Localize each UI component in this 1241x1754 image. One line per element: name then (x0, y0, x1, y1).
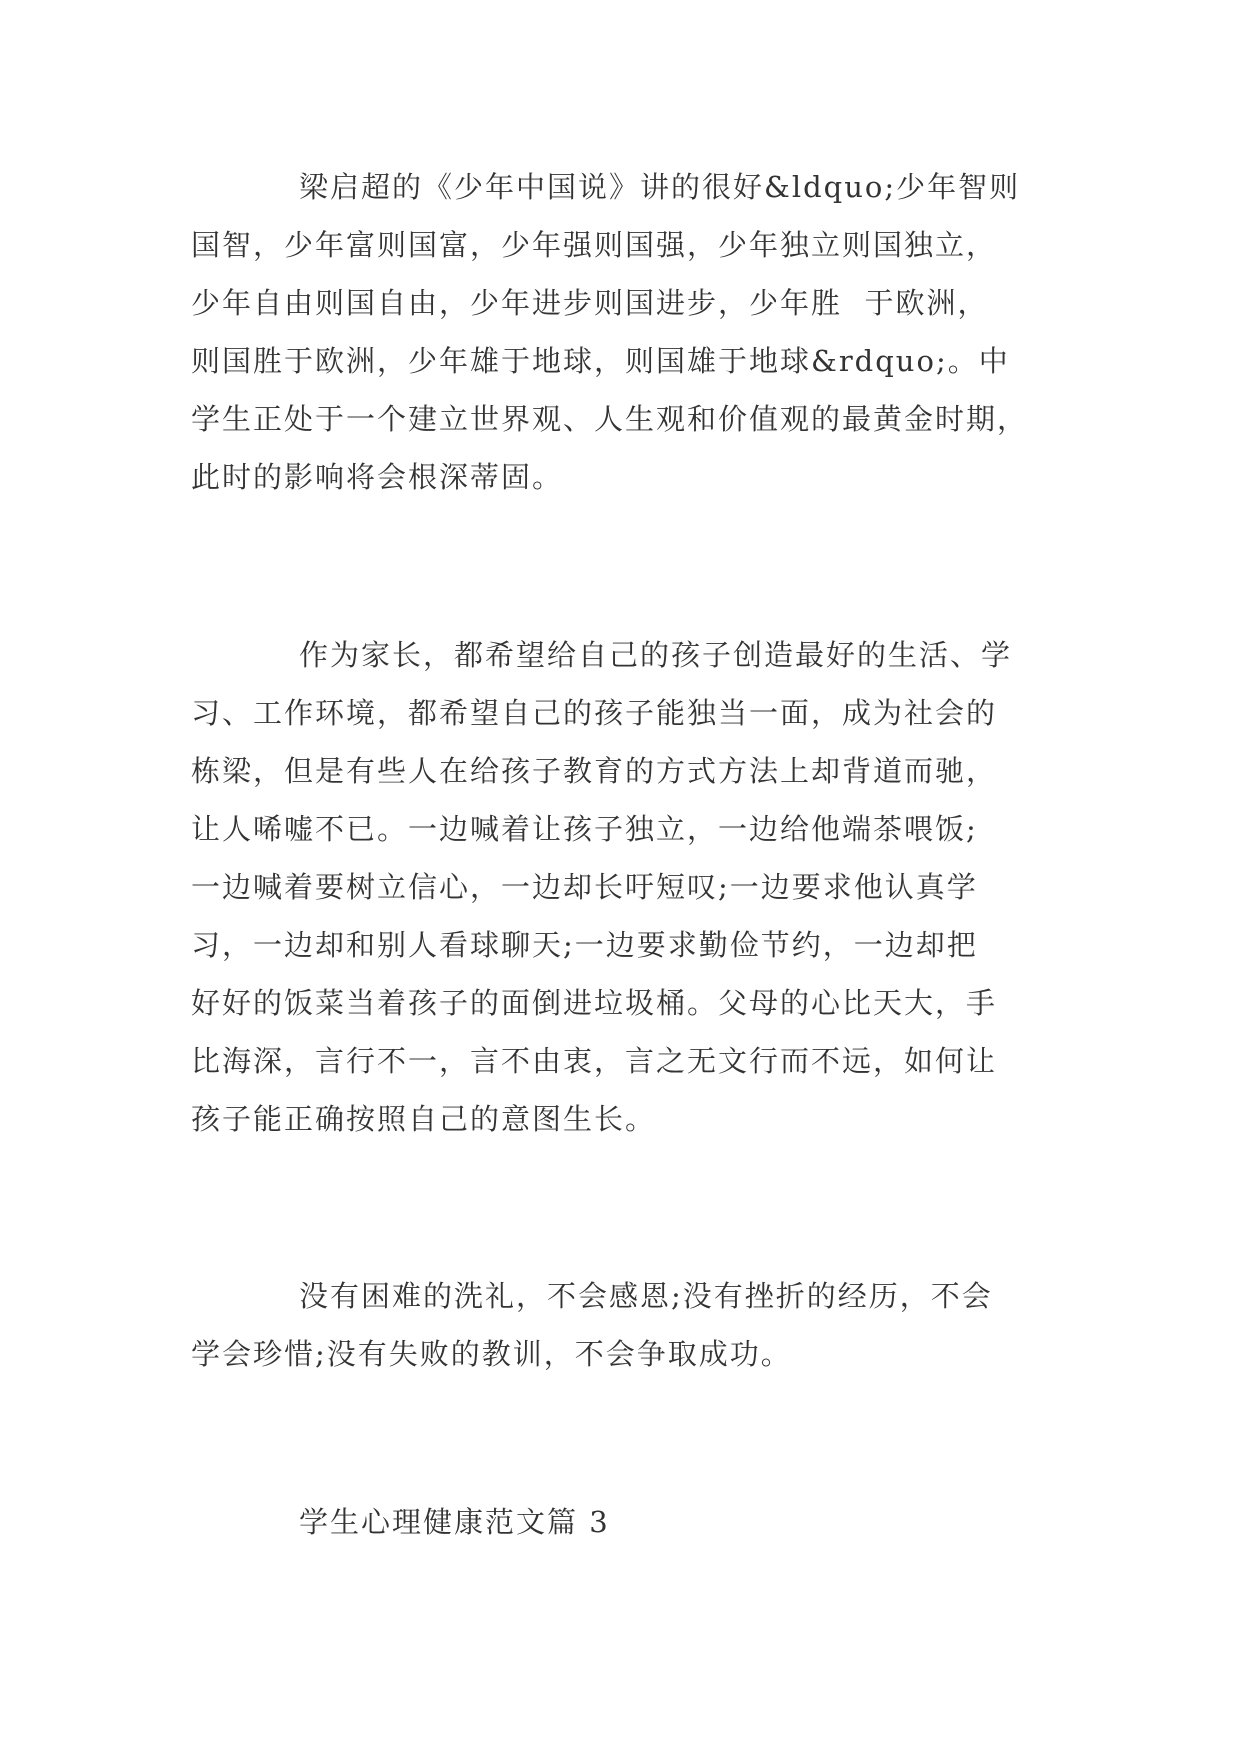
paragraph-line: 比海深，言行不一，言不由衷，言之无文行而不远，如何让 (191, 1044, 998, 1078)
paragraph-2 (191, 626, 1071, 1148)
paragraph-line: 梁启超的《少年中国说》讲的很好&ldquo;少年智则 (299, 170, 1021, 204)
paragraph-line: 没有困难的洗礼，不会感恩;没有挫折的经历，不会 (299, 1279, 993, 1313)
paragraph-line: 国智，少年富则国富，少年强则国强，少年独立则国独立， (191, 228, 998, 262)
section-heading (191, 1493, 1071, 1551)
paragraph-line: 一边喊着要树立信心，一边却长吁短叹;一边要求他认真学 (191, 870, 978, 904)
paragraph-line: 习，一边却和别人看球聊天;一边要求勤俭节约，一边却把 (191, 928, 978, 962)
paragraph-line: 此时的影响将会根深蒂固。 (191, 460, 564, 494)
paragraph-line: 孩子能正确按照自己的意图生长。 (191, 1102, 657, 1136)
paragraph-line: 则国胜于欧洲，少年雄于地球，则国雄于地球&rdquo;。中 (191, 344, 1010, 378)
paragraph-3 (191, 1267, 1071, 1383)
paragraph-line: 习、工作环境，都希望自己的孩子能独当一面，成为社会的 (191, 696, 998, 730)
paragraph-line: 让人唏嘘不已。一边喊着让孩子独立，一边给他端茶喂饭; (191, 812, 978, 846)
paragraph-line: 好好的饭菜当着孩子的面倒进垃圾桶。父母的心比天大，手 (191, 986, 998, 1020)
paragraph-line: 少年自由则国自由，少年进步则国进步，少年胜 于欧洲， (191, 286, 989, 320)
heading-text: 学生心理健康范文篇 3 (299, 1505, 610, 1539)
paragraph-line: 学生正处于一个建立世界观、人生观和价值观的最黄金时期， (191, 402, 1029, 436)
paragraph-line: 作为家长，都希望给自己的孩子创造最好的生活、学 (299, 638, 1013, 672)
paragraph-line: 学会珍惜;没有失败的教训，不会争取成功。 (191, 1337, 792, 1371)
paragraph-line: 栋梁，但是有些人在给孩子教育的方式方法上却背道而驰， (191, 754, 998, 788)
paragraph-1 (191, 158, 1071, 506)
